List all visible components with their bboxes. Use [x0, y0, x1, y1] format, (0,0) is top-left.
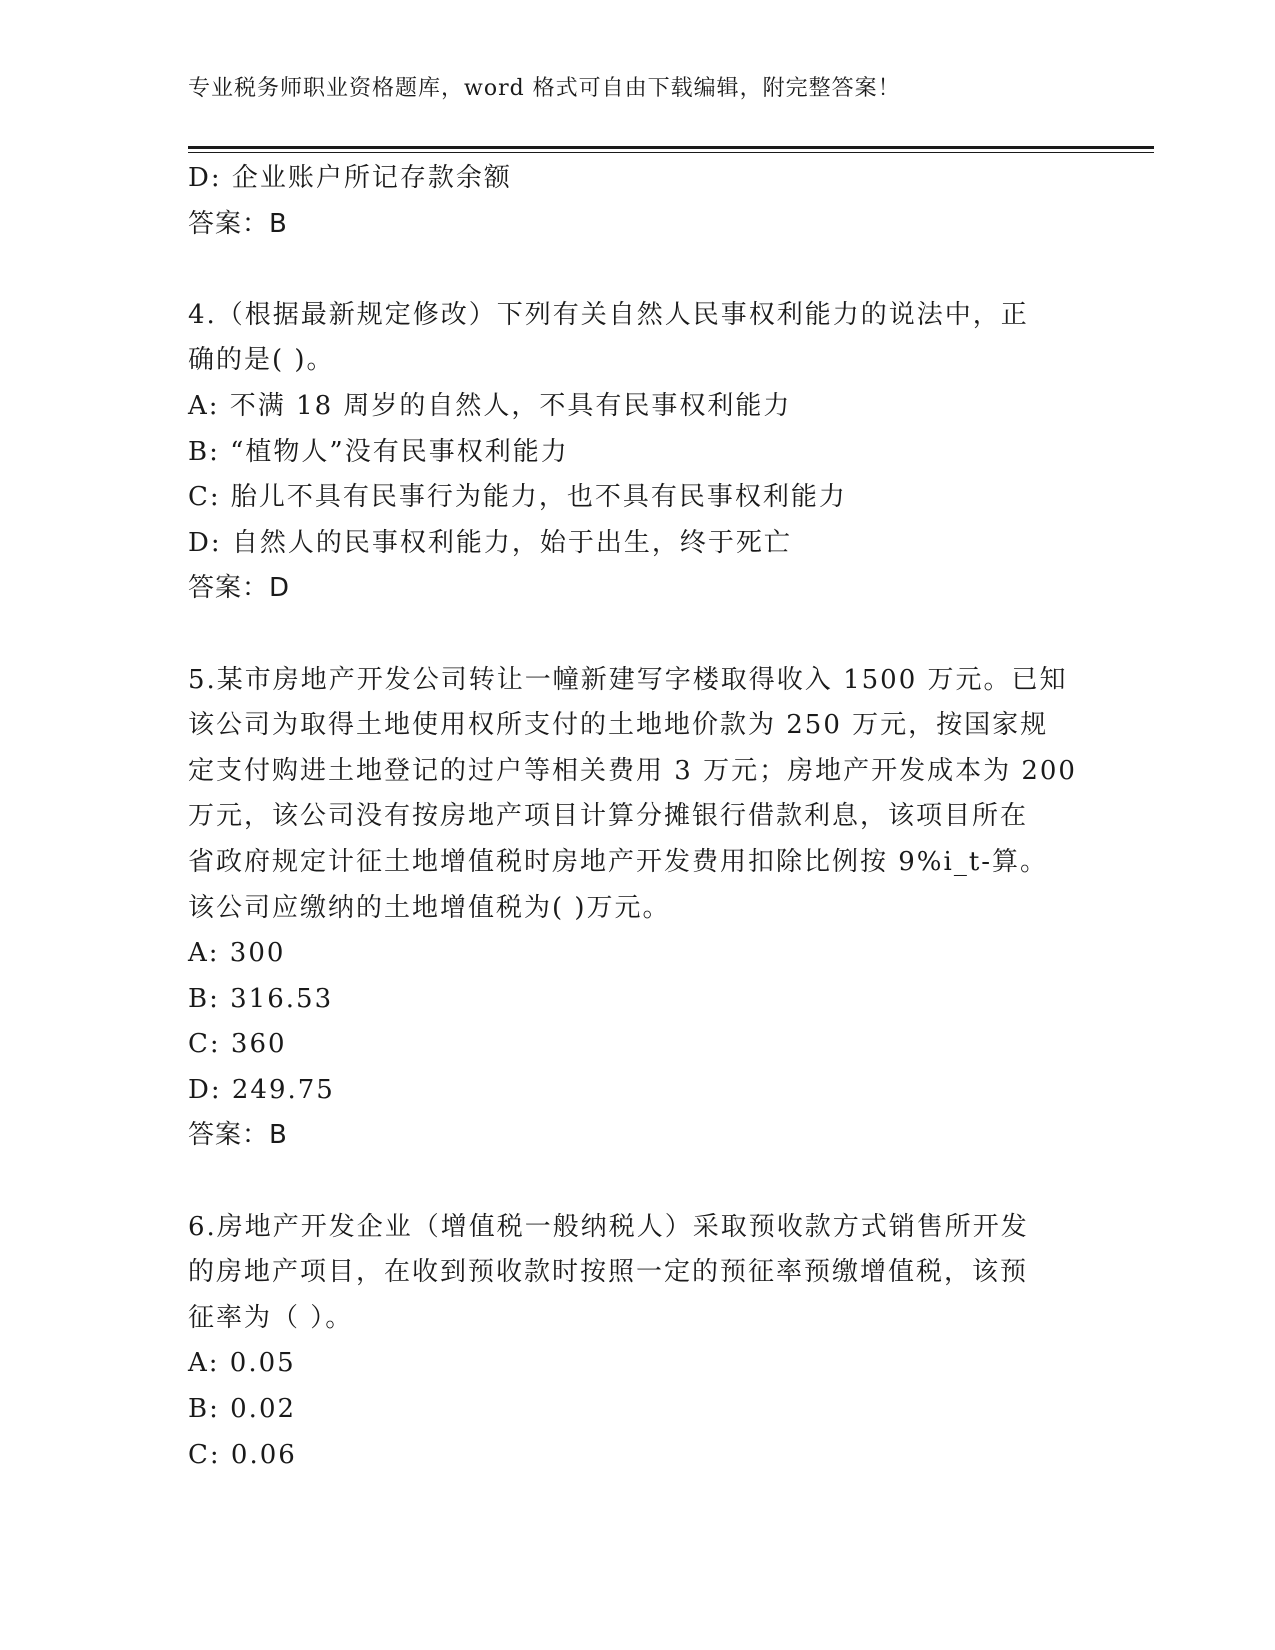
answer-line: 答案：D: [188, 573, 291, 604]
option-b: B: 0.02: [188, 1394, 297, 1425]
question-content: [188, 156, 1088, 1478]
header-divider-thin: [188, 152, 1154, 153]
prev-question-block: [188, 156, 1088, 247]
option-d: D: 自然人的民事权利能力，始于出生，终于死亡: [188, 527, 792, 558]
page-header: 专业税务师职业资格题库，word 格式可自由下载编辑，附完整答案！: [188, 76, 901, 101]
option-c: C: 胎儿不具有民事行为能力，也不具有民事权利能力: [188, 482, 847, 513]
question-stem: 万元，该公司没有按房地产项目计算分摊银行借款利息，该项目所在: [188, 801, 1029, 832]
question-stem: 5.某市房地产开发公司转让一幢新建写字楼取得收入 1500 万元。已知: [188, 664, 1068, 695]
question-stem: 确的是( )。: [188, 345, 335, 376]
option-b: B: “植物人”没有民事权利能力: [188, 436, 569, 467]
option-c: C: 360: [188, 1029, 287, 1060]
question-6-block: [188, 1205, 1088, 1479]
option-a: A: 300: [188, 938, 286, 969]
option-b: B: 316.53: [188, 983, 334, 1014]
option-d: D: 企业账户所记存款余额: [188, 163, 512, 193]
question-stem: 定支付购进土地登记的过户等相关费用 3 万元；房地产开发成本为 200: [188, 755, 1077, 786]
question-stem: 的房地产项目，在收到预收款时按照一定的预征率预缴增值税，该预: [188, 1257, 1029, 1288]
option-d: D: 249.75: [188, 1074, 335, 1105]
option-c: C: 0.06: [188, 1439, 297, 1470]
question-stem: 省政府规定计征土地增值税时房地产开发费用扣除比例按 9%i_t-算。: [188, 846, 1049, 877]
question-4-block: [188, 293, 1088, 612]
header-divider-thick: [188, 146, 1154, 149]
option-a: A: 0.05: [188, 1348, 296, 1379]
answer-line: 答案：B: [188, 1120, 288, 1151]
question-stem: 该公司为取得土地使用权所支付的土地地价款为 250 万元，按国家规: [188, 710, 1049, 741]
question-5-block: [188, 658, 1088, 1160]
question-stem: 该公司应缴纳的土地增值税为( )万元。: [188, 892, 671, 923]
question-stem: 4.（根据最新规定修改）下列有关自然人民事权利能力的说法中，正: [188, 299, 1029, 330]
question-stem: 6.房地产开发企业（增值税一般纳税人）采取预收款方式销售所开发: [188, 1211, 1029, 1242]
question-stem: 征率为（ ）。: [188, 1302, 354, 1333]
answer-line: 答案：B: [188, 208, 288, 239]
option-a: A: 不满 18 周岁的自然人，不具有民事权利能力: [188, 390, 792, 421]
